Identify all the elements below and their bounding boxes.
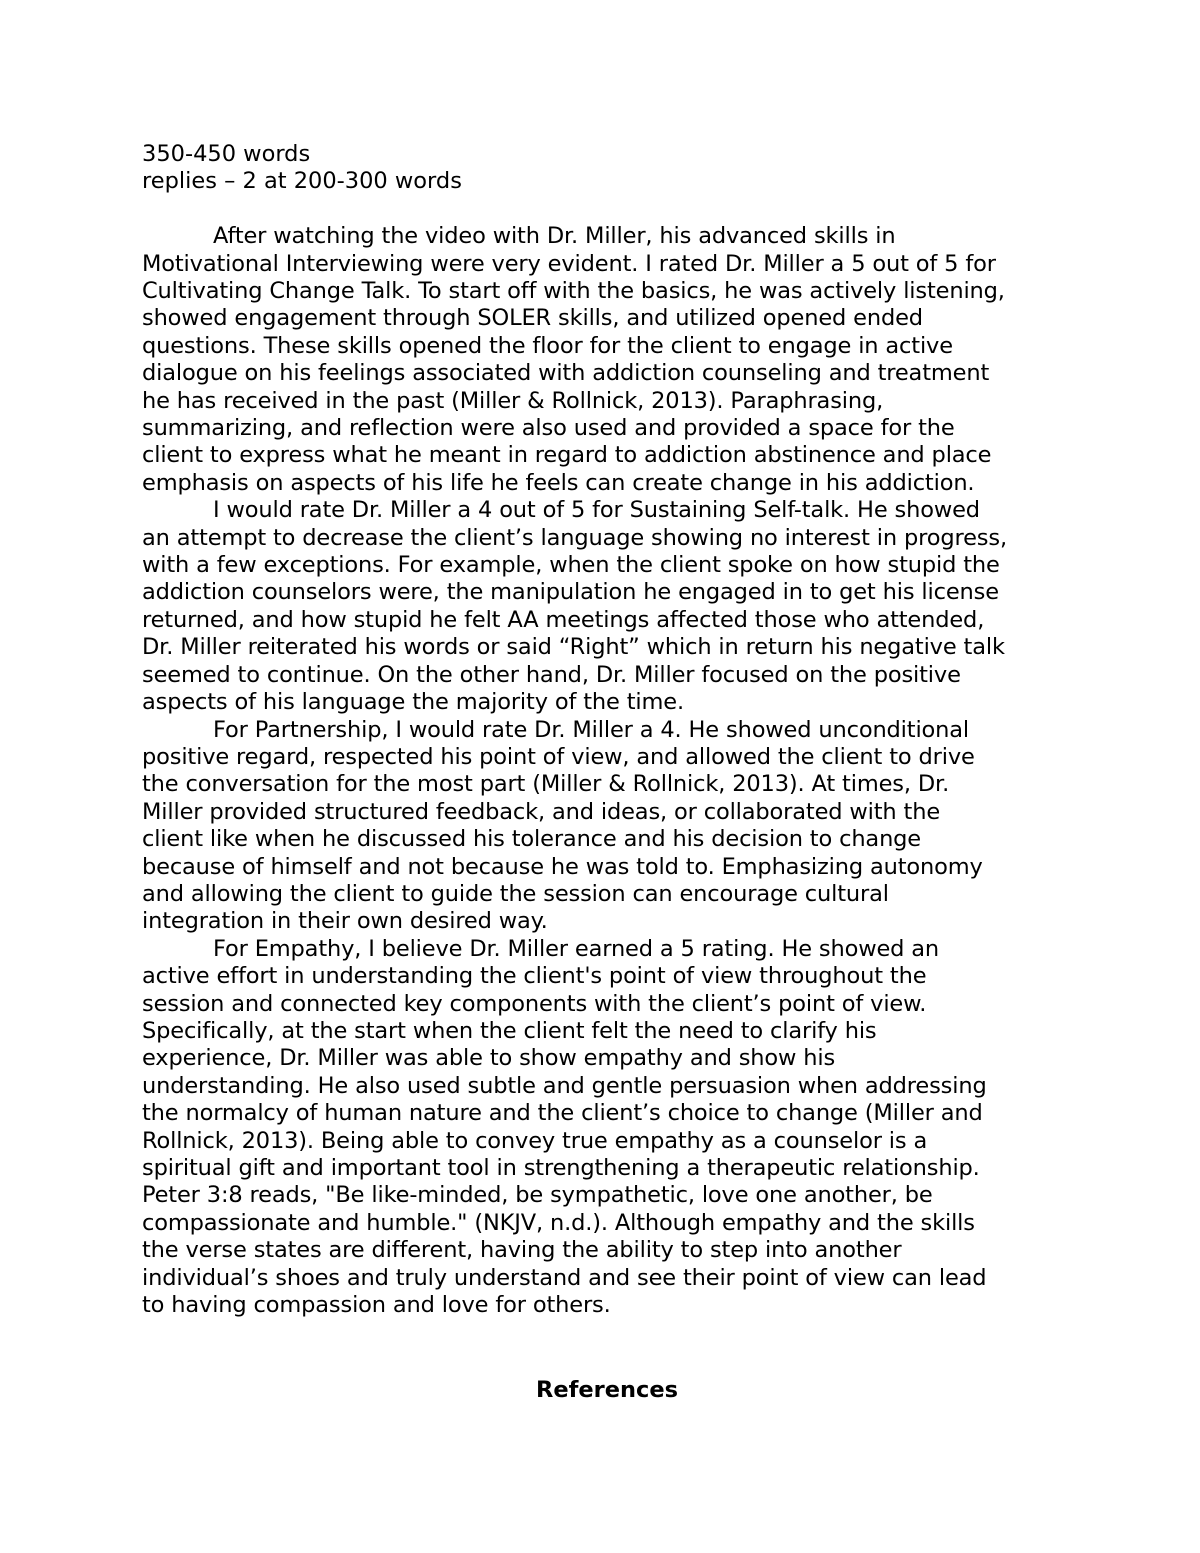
text-line: and allowing the client to guide the session can encourage cultural <box>142 880 889 907</box>
text-line: Peter 3:8 reads, "Be like-minded, be sympathetic, love one another, be <box>142 1182 933 1209</box>
text-line: an attempt to decrease the client’s language showing no interest in progress, <box>142 524 1007 551</box>
text-line: Specifically, at the start when the client felt the need to clarify his <box>142 1017 877 1044</box>
document-page <box>142 141 1072 1403</box>
text-line: summarizing, and reflection were also used and provided a space for the <box>142 415 955 442</box>
text-line: Miller provided structured feedback, and ideas, or collaborated with the <box>142 798 941 825</box>
text-line: Dr. Miller reiterated his words or said “Right” which in return his negative talk <box>142 634 1005 661</box>
text-line: questions. These skills opened the floor for the client to engage in active <box>142 332 953 359</box>
paragraph-partnership <box>142 717 1072 936</box>
references-heading: References <box>536 1377 678 1403</box>
text-line: spiritual gift and important tool in strengthening a therapeutic relationship. <box>142 1155 980 1182</box>
text-line: experience, Dr. Miller was able to show empathy and show his <box>142 1045 836 1072</box>
text-line: because of himself and not because he was told to. Emphasizing autonomy <box>142 853 983 880</box>
text-line: understanding. He also used subtle and gentle persuasion when addressing <box>142 1072 987 1099</box>
text-line: to having compassion and love for others. <box>142 1292 611 1319</box>
text-line: client to express what he meant in regard to addiction abstinence and place <box>142 442 992 469</box>
word-count-requirement: 350-450 words <box>142 141 311 167</box>
text-line: For Partnership, I would rate Dr. Miller a 4. He showed unconditional <box>213 716 970 743</box>
text-line: with a few exceptions. For example, when the client spoke on how stupid the <box>142 552 1000 579</box>
text-line: compassionate and humble." (NKJV, n.d.). Although empathy and the skills <box>142 1209 975 1236</box>
text-line: dialogue on his feelings associated with addiction counseling and treatment <box>142 360 990 387</box>
text-line: the normalcy of human nature and the client’s choice to change (Miller and <box>142 1100 983 1127</box>
paragraph-empathy <box>142 936 1072 1320</box>
text-line: I would rate Dr. Miller a 4 out of 5 for Sustaining Self-talk. He showed <box>213 497 980 524</box>
text-line: active effort in understanding the client's point of view throughout the <box>142 963 927 990</box>
text-line: returned, and how stupid he felt AA meetings affected those who attended, <box>142 606 985 633</box>
text-line: addiction counselors were, the manipulation he engaged in to get his license <box>142 579 999 606</box>
text-line: integration in their own desired way. <box>142 908 548 935</box>
text-line: Motivational Interviewing were very evident. I rated Dr. Miller a 5 out of 5 for <box>142 250 996 277</box>
text-line: Cultivating Change Talk. To start off with the basics, he was actively listening, <box>142 278 1005 305</box>
text-line: session and connected key components with the client’s point of view. <box>142 990 927 1017</box>
paragraph-sustain-talk <box>142 497 1072 716</box>
text-line: positive regard, respected his point of view, and allowed the client to drive <box>142 743 975 770</box>
text-line: client like when he discussed his tolerance and his decision to change <box>142 826 921 853</box>
replies-requirement: replies – 2 at 200-300 words <box>142 168 462 195</box>
blank-line <box>142 196 1072 223</box>
text-line: Rollnick, 2013). Being able to convey true empathy as a counselor is a <box>142 1127 928 1154</box>
text-line: emphasis on aspects of his life he feels can create change in his addiction. <box>142 469 975 496</box>
text-line: individual’s shoes and truly understand and see their point of view can lead <box>142 1264 987 1291</box>
text-line: For Empathy, I believe Dr. Miller earned a 5 rating. He showed an <box>213 935 940 962</box>
paragraph-change-talk <box>142 223 1072 497</box>
text-line: the verse states are different, having the ability to step into another <box>142 1237 902 1264</box>
text-line: showed engagement through SOLER skills, and utilized opened ended <box>142 305 923 332</box>
text-line: seemed to continue. On the other hand, Dr. Miller focused on the positive <box>142 661 961 688</box>
text-line: he has received in the past (Miller & Rollnick, 2013). Paraphrasing, <box>142 387 884 414</box>
text-line: aspects of his language the majority of the time. <box>142 689 684 716</box>
text-line: After watching the video with Dr. Miller, his advanced skills in <box>213 223 896 250</box>
text-line: the conversation for the most part (Miller & Rollnick, 2013). At times, Dr. <box>142 771 950 798</box>
